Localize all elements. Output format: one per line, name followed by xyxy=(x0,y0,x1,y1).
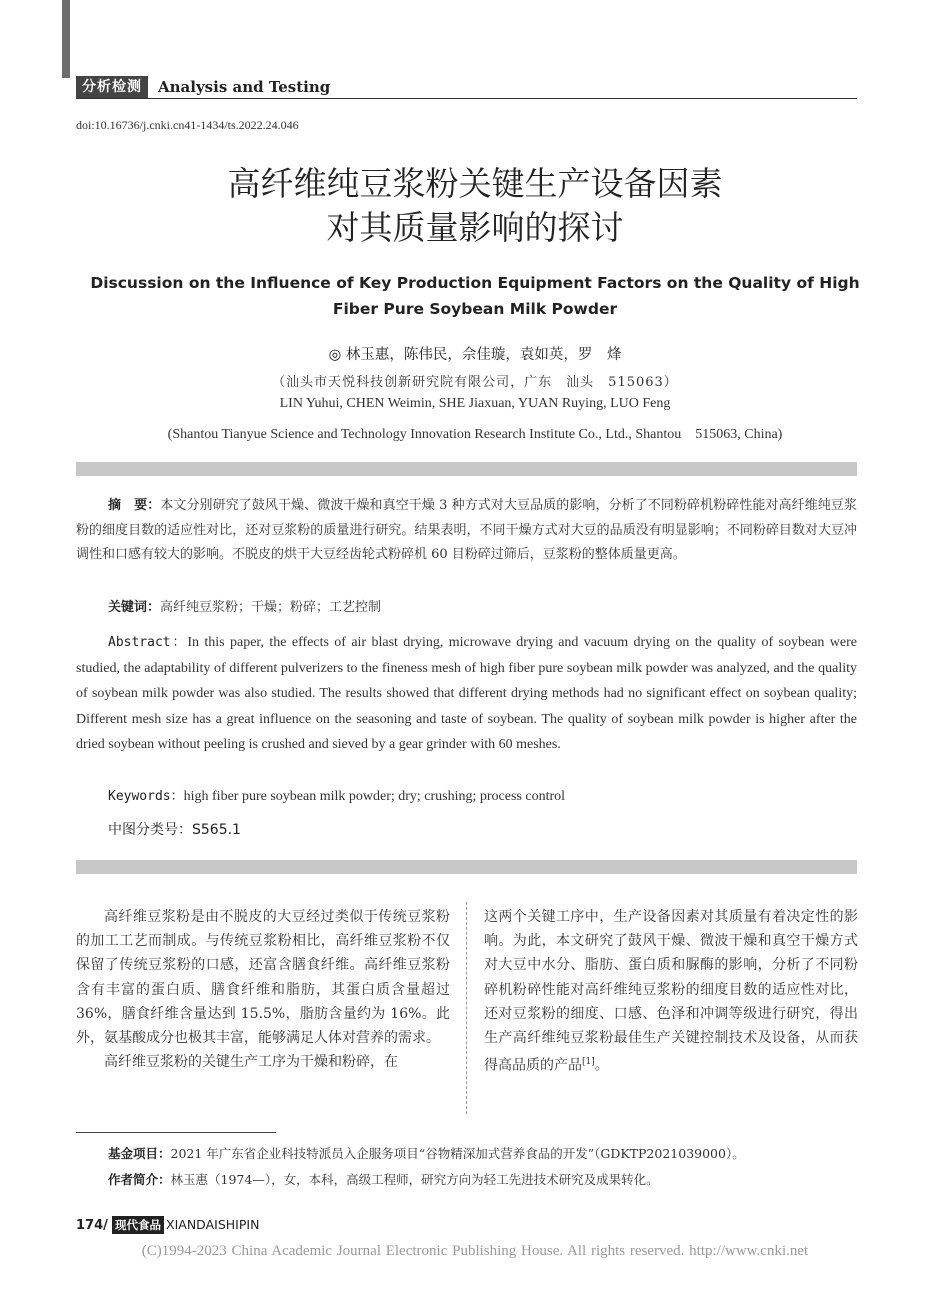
doi-link[interactable]: doi:10.16736/j.cnki.cn41-1434/ts.2022.24.046 xyxy=(76,118,299,132)
page-slash: / xyxy=(103,1218,108,1233)
journal-name-badge: 现代食品 xyxy=(112,1216,164,1234)
keywords-en-label: Keywords： xyxy=(108,789,184,804)
title-cn-line2: 对其质量影响的探讨 xyxy=(326,208,624,247)
page-footer xyxy=(76,1216,259,1234)
section-title-en: Analysis and Testing xyxy=(158,78,331,96)
title-en: Discussion on the Influence of Key Production Equipment Factors on the Quality of High Fiber Pure Soybean Milk Powder xyxy=(90,274,860,318)
body-column-right xyxy=(484,905,858,1078)
keywords-en xyxy=(76,785,857,805)
body-paragraph: 高纤维豆浆粉是由不脱皮的大豆经过类似于传统豆浆粉的加工工艺而制成。与传统豆浆粉相比，高纤维豆浆粉不仅保留了传统豆浆粉的口感，还富含膳食纤维。高纤维豆浆粉含有丰富的蛋白质、膳食纤维和脂肪，其蛋白质含量超过 36%，膳食纤维含量达到 15.5%，脂肪含量约为 16%。此外，氨基酸成分也极其丰富，能够满足人体对营养的需求。 xyxy=(76,909,450,1047)
body-paragraph: 高纤维豆浆粉的关键生产工序为干燥和粉碎，在 xyxy=(104,1054,398,1071)
abstract-top-band xyxy=(76,462,857,476)
journal-pinyin: XIANDAISHIPIN xyxy=(166,1217,260,1232)
affiliation-cn: （汕头市天悦科技创新研究院有限公司，广东 汕头 515063） xyxy=(272,375,678,390)
author-bio-text: 林玉惠（1974—），女，本科，高级工程师，研究方向为轻工先进技术研究及成果转化。 xyxy=(170,1172,659,1187)
body-paragraph-text: 这两个关键工序中，生产设备因素对其质量有着决定性的影响。为此，本文研究了鼓风干燥、微波干燥和真空干燥方式对大豆中水分、脂肪、蛋白质和脲酶的影响，分析了不同粉碎机粉碎性能对高纤维纯豆浆粉的细度目数的适应性对比，还对豆浆粉的细度、口感、色泽和冲调等级进行研究，得出生产高纤维纯豆浆粉最佳生产关键控制技术及设备，从而获得高品质的产品 xyxy=(484,909,858,1074)
abstract-bottom-band xyxy=(76,860,857,874)
reference-marker[interactable]: [1] xyxy=(582,1057,595,1068)
body-paragraph xyxy=(484,905,858,1078)
section-header xyxy=(76,76,857,99)
footnote-fund xyxy=(108,1144,868,1162)
abstract-cn xyxy=(76,494,857,568)
keywords-en-text: high fiber pure soybean milk powder; dry; crushing; process control xyxy=(183,789,566,804)
affiliation-en: (Shantou Tianyue Science and Technology Innovation Research Institute Co., Ltd., Shantou 515063, China) xyxy=(167,427,783,442)
fund-text: 2021 年广东省企业科技特派员入企服务项目“谷物精深加式营养食品的开发”（GDKTP2021039000）。 xyxy=(170,1146,745,1161)
section-tag: 分析检测 xyxy=(76,76,148,98)
abstract-en xyxy=(76,630,857,758)
author-bio-label: 作者简介： xyxy=(108,1172,171,1187)
footnote-author xyxy=(108,1170,868,1188)
keywords-cn-label: 关键词： xyxy=(108,600,161,615)
abstract-cn-text: 本文分别研究了鼓风干燥、微波干燥和真空干燥 3 种方式对大豆品质的影响，分析了不同粉碎机粉碎性能对高纤维纯豆浆粉的细度目数的适应性对比，还对豆浆粉的质量进行研究。结果表明，不同干燥方式对大豆的品质没有明显影响；不同粉碎目数对大豆冲调性和口感有较大的影响。不脱皮的烘干大豆经齿轮式粉碎机 60 目粉碎过筛后，豆浆粉的整体质量更高。 xyxy=(76,498,857,562)
authors-en: LIN Yuhui, CHEN Weimin, SHE Jiaxuan, YUAN Ruying, LUO Feng xyxy=(279,396,671,411)
body-column-left xyxy=(76,905,450,1074)
clc-label: 中图分类号： xyxy=(108,822,192,838)
abstract-en-label: Abstract： xyxy=(108,635,188,650)
abstract-en-text: In this paper, the effects of air blast drying, microwave drying and vacuum drying on the quality of soybean were studied, the adaptability of different pulverizers to the fineness mesh of high fiber pure soybean milk powder was analyzed, and the quality of soybean milk powder was also studied. The results showed that different drying methods had no significant effect on soybean quality; Different mesh size has a great influence on the seasoning and taste of soybean. The quality of soybean milk powder is higher after the dried soybean without peeling is crushed and sieved by a gear grinder with 60 meshes. xyxy=(76,635,857,752)
keywords-cn xyxy=(76,596,857,615)
authors-cn: ◎ 林玉惠，陈伟民，佘佳璇，袁如英，罗 烽 xyxy=(328,347,622,363)
title-cn-line1: 高纤维纯豆浆粉关键生产设备因素 xyxy=(227,164,723,203)
footnote-rule xyxy=(76,1132,276,1133)
page-number: 174 xyxy=(76,1218,104,1233)
copyright-watermark: (C)1994-2023 China Academic Journal Electronic Publishing House. All rights reserved. http://www.cnki.net xyxy=(141,1243,809,1259)
keywords-cn-text: 高纤纯豆浆粉；干燥；粉碎；工艺控制 xyxy=(160,600,382,615)
fund-label: 基金项目： xyxy=(108,1146,171,1161)
side-accent-bar xyxy=(62,0,70,78)
clc-value: S565.1 xyxy=(192,822,241,838)
column-divider xyxy=(466,902,467,1114)
abstract-cn-label: 摘 要： xyxy=(108,498,161,513)
body-paragraph-end: 。 xyxy=(594,1057,609,1074)
classification-number xyxy=(76,819,857,839)
